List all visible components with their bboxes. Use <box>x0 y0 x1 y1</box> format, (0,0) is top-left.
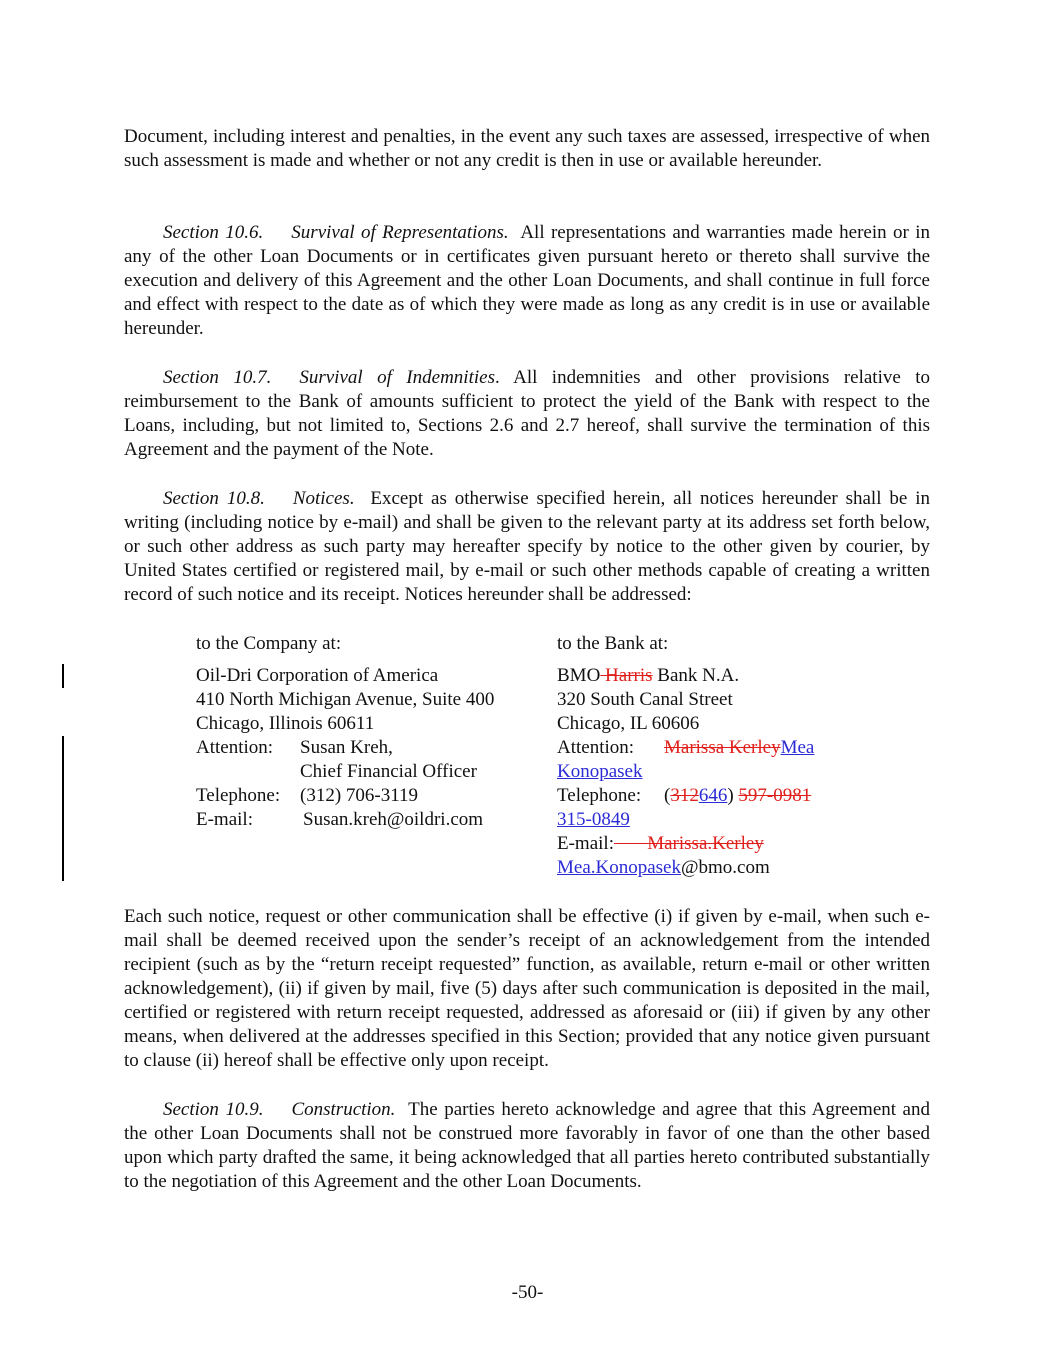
attention-label: Attention: <box>557 737 635 758</box>
company-city: Chicago, Illinois 60611 <box>196 713 375 734</box>
inserted-text: Konopasek <box>557 761 643 782</box>
section-10-8 <box>124 487 930 607</box>
section-title: Survival of Indemnities <box>299 367 495 388</box>
page-number: -50- <box>511 1282 544 1303</box>
attention-label: Attention: <box>196 737 274 758</box>
bank-address-block <box>557 632 857 880</box>
bank-name: BMO <box>557 665 601 686</box>
section-10-9 <box>124 1098 930 1194</box>
bank-city: Chicago, IL 60606 <box>557 713 700 734</box>
attention-name: Susan Kreh, <box>300 737 393 758</box>
company-heading: to the Company at: <box>196 633 342 654</box>
email-domain: @bmo.com <box>681 857 770 878</box>
paragraph-taxes: Document, including interest and penalties, in the event any such taxes are assessed, irrespective of when such assessment is made and whether or not any credit is then in use or available hereunder. <box>124 126 930 171</box>
deleted-text: 312 <box>670 785 699 806</box>
section-number: Section 10.7. <box>163 367 272 388</box>
section-body: . All indemnities and other provisions relative to reimbursement to the Bank of amounts sufficient to protect the yield of the Bank with respect to the Loans, including, but not limited to, Sections 2.6 and 2.7 hereof, shall survive the termination of this Agreement and the payment of the Note. <box>124 367 930 460</box>
section-body: Except as otherwise specified herein, all notices hereunder shall be in writing (including notice by e-mail) and shall be given to the relevant party at its address set forth below, or such other address as such party may hereafter specify by notice to the other given by courier, by United States certified or registered mail, by e-mail or such other methods capable of creating a written record of such notice and its receipt. Notices hereunder shall be addressed: <box>124 488 930 605</box>
company-name: Oil-Dri Corporation of America <box>196 665 439 686</box>
company-address-block <box>196 632 494 832</box>
deleted-text: Harris <box>600 665 653 686</box>
inserted-text: Mea <box>780 737 815 758</box>
tel-paren: ( <box>664 785 671 806</box>
bank-name-suffix: Bank N.A. <box>652 665 740 686</box>
telephone-label: Telephone: <box>196 785 281 806</box>
deleted-text: Marissa Kerley <box>664 737 781 758</box>
inserted-text: 646 <box>698 785 728 806</box>
section-number: Section 10.9. <box>163 1099 264 1120</box>
bank-heading: to the Bank at: <box>557 633 669 654</box>
section-10-6 <box>124 221 930 341</box>
bank-street: 320 South Canal Street <box>557 689 733 710</box>
section-number: Section 10.6. <box>163 222 264 243</box>
telephone-label: Telephone: <box>557 785 642 806</box>
section-10-7 <box>124 366 930 462</box>
deleted-text: 597-0981 <box>738 785 812 806</box>
section-body: The parties hereto acknowledge and agree that this Agreement and the other Loan Documents shall not be construed more favorably in favor of one than the other based upon which party drafted the same, it being acknowledged that all parties hereto contributed substantially to the negotiation of this Agreement and the other Loan Documents. <box>124 1099 930 1192</box>
email: Susan.kreh@oildri.com <box>303 809 484 830</box>
section-number: Section 10.8. <box>163 488 265 509</box>
deleted-text: Marissa.Kerley <box>613 833 764 854</box>
change-bar <box>62 736 64 881</box>
section-body: All representations and warranties made herein or in any of the other Loan Documents or in certificates given pursuant hereto or thereto shall survive the execution and delivery of this Agreement and the other Loan Documents, and shall continue in full force and effect with respect to the date as of which they were made as long as any credit is in use or available hereunder. <box>124 222 930 339</box>
company-street: 410 North Michigan Avenue, Suite 400 <box>196 689 495 710</box>
tel-paren: ) <box>727 785 739 806</box>
telephone: (312) 706-3119 <box>300 785 419 806</box>
inserted-text: 315-0849 <box>557 809 630 830</box>
attention-title: Chief Financial Officer <box>300 761 477 782</box>
email-label: E-mail: <box>557 833 614 854</box>
inserted-text: Mea.Konopasek <box>557 857 681 878</box>
section-title: Construction. <box>291 1099 396 1120</box>
paragraph-effectiveness: Each such notice, request or other communication shall be effective (i) if given by e-mail, when such e-mail shall be deemed received upon the sender’s receipt of an acknowledgement from the intended recipient (such as by the “return receipt requested” function, as available, return e-mail or other written acknowledgement), (ii) if given by mail, five (5) days after such communication is deposited in the mail, certified or registered with return receipt requested, addressed as aforesaid or (iii) if given by any other means, when delivered at the addresses specified in this Section; provided that any notice given pursuant to clause (ii) hereof shall be effective only upon receipt. <box>124 906 930 1071</box>
section-title: Notices. <box>292 488 355 509</box>
change-bar <box>62 664 64 688</box>
section-title: Survival of Representations. <box>291 222 509 243</box>
email-label: E-mail: <box>196 809 253 830</box>
